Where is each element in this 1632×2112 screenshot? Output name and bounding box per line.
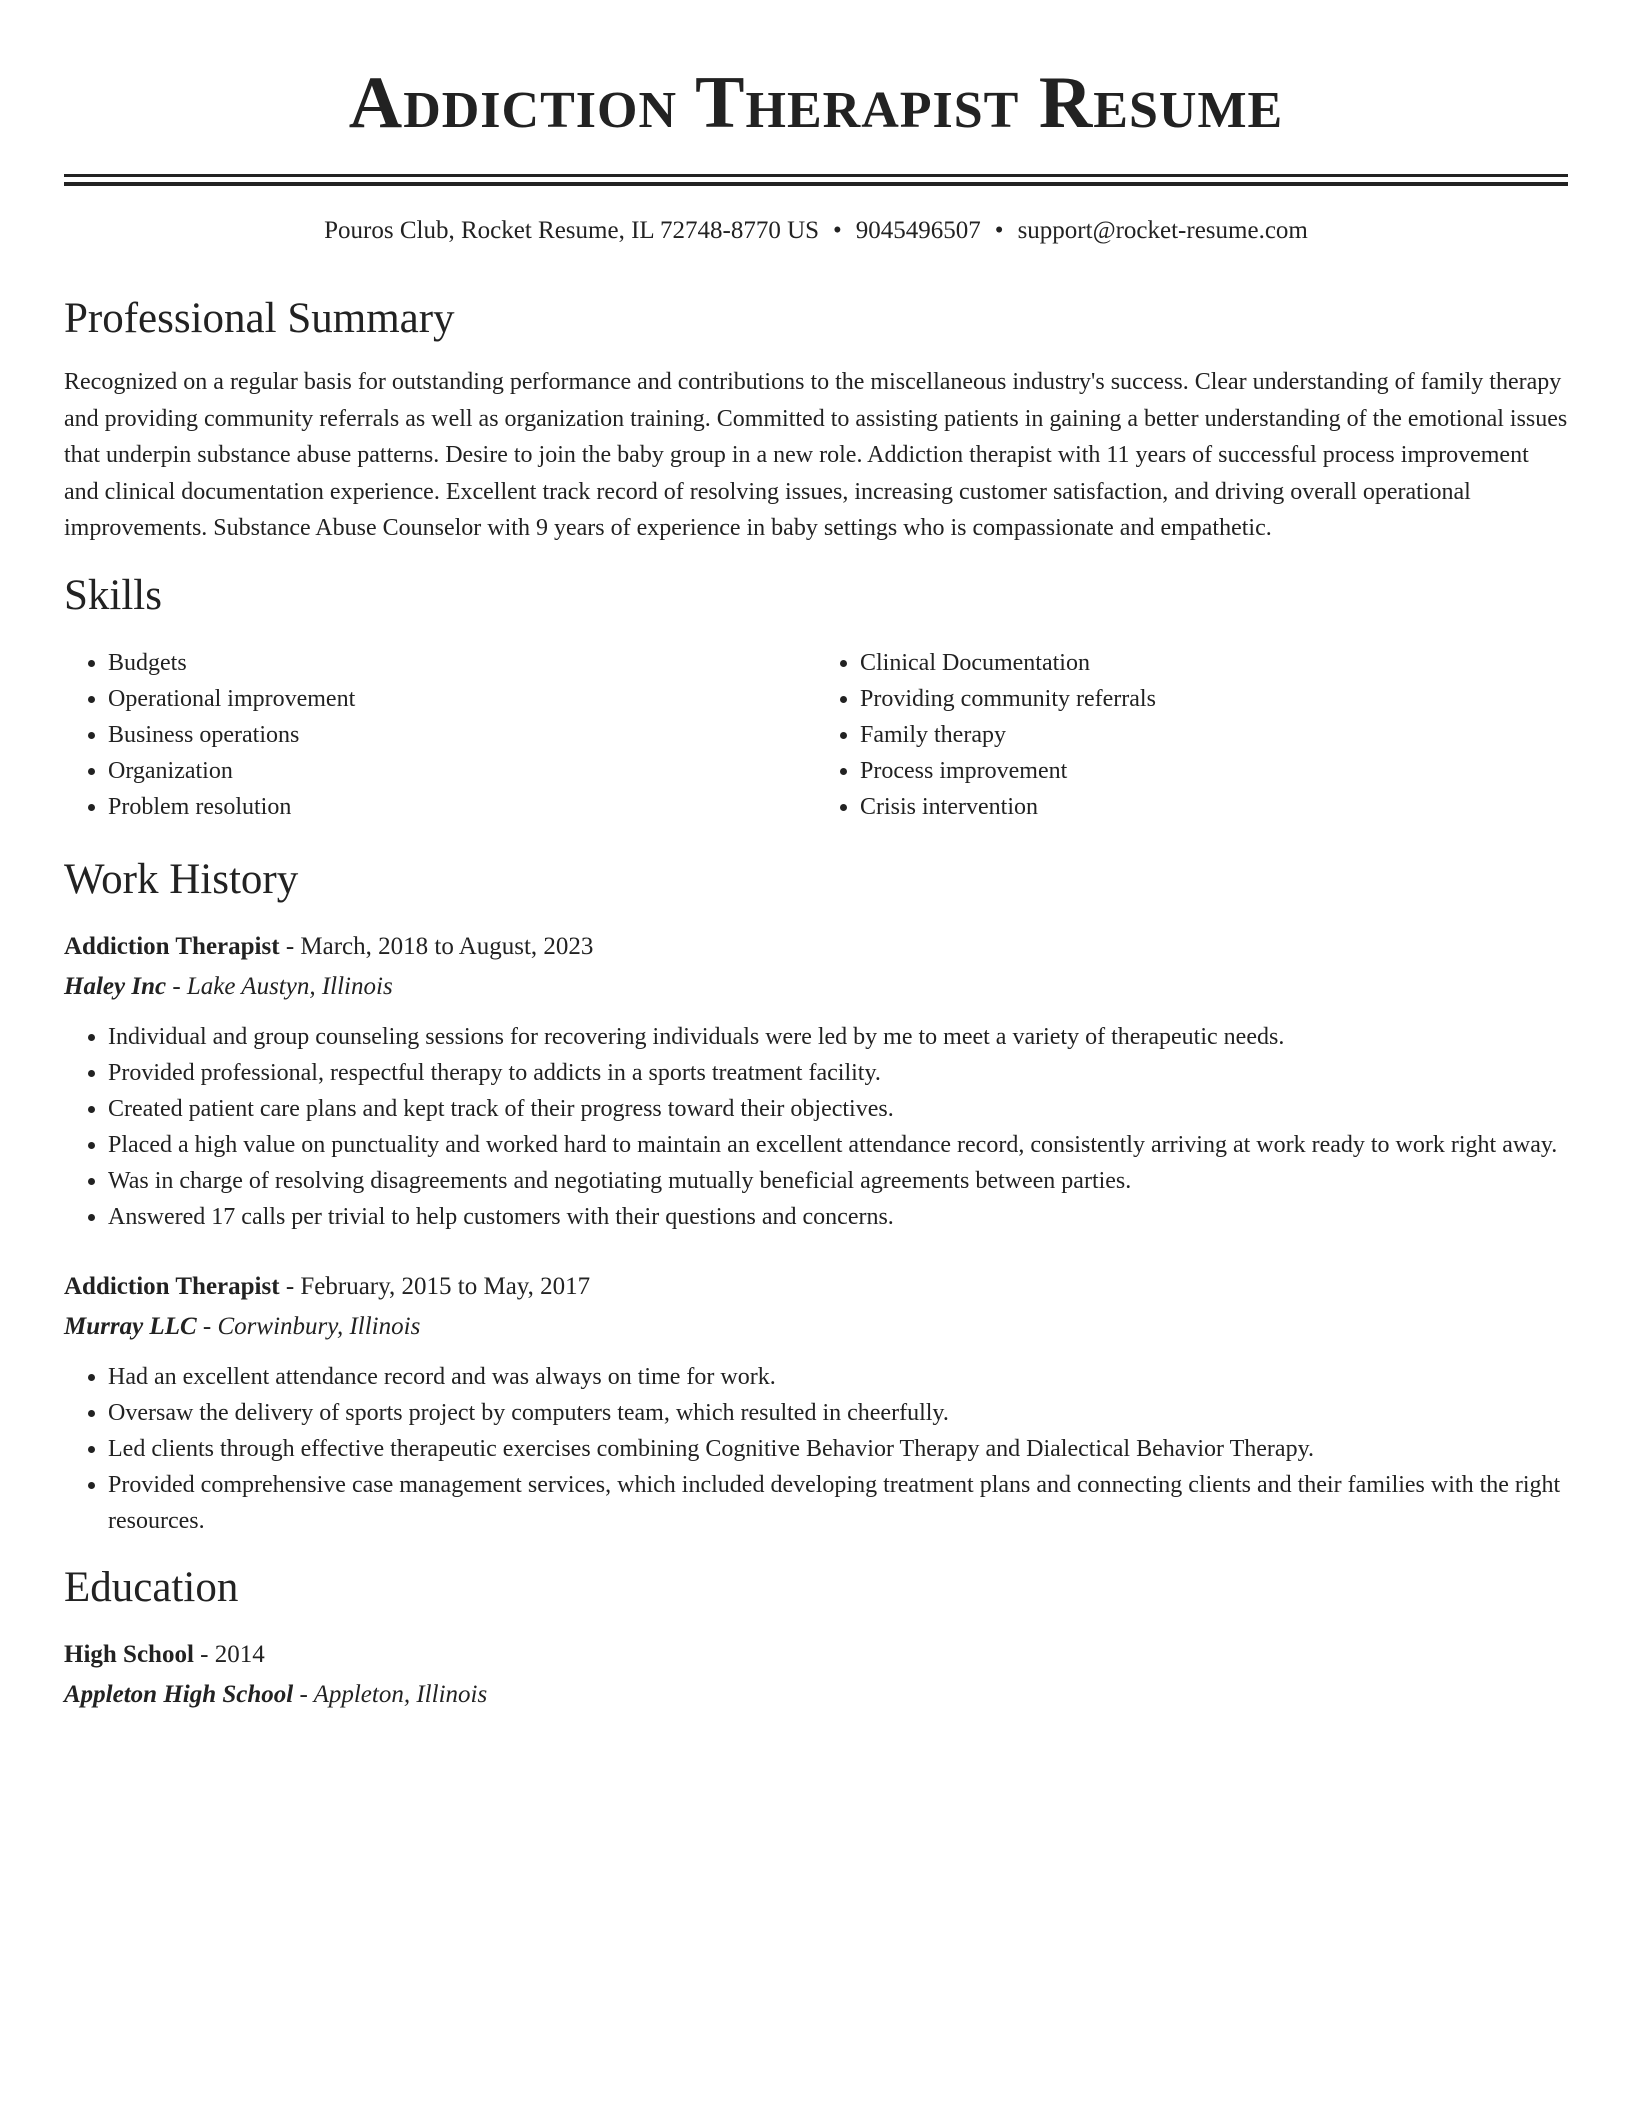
job-role: Addiction Therapist [64, 932, 280, 960]
section-heading-work-history: Work History [64, 855, 299, 903]
skills-column-left [64, 645, 816, 825]
skill-item: • Budgets [108, 645, 816, 681]
education-location: Appleton, Illinois [313, 1680, 488, 1708]
job-organization [64, 1307, 1568, 1347]
job-bullet: • Answered 17 calls per trivial to help customers with their questions and concerns. [108, 1199, 1568, 1235]
education-dash: - [293, 1680, 314, 1708]
skill-item: • Problem resolution [108, 789, 816, 825]
job-bullet: • Created patient care plans and kept track of their progress toward their objectives. [108, 1091, 1568, 1127]
job-bullet: • Provided comprehensive case management services, which included developing treatment plans and connecting clients and their families with the right resources. [108, 1467, 1568, 1539]
resume-title: Addiction Therapist Resume [348, 62, 1284, 144]
title-double-rule [64, 174, 1568, 186]
contact-line [64, 214, 1568, 248]
job-company: Haley Inc [64, 972, 167, 1000]
education-dash: - [193, 1640, 215, 1668]
section-heading-summary: Professional Summary [64, 295, 455, 342]
job-header [64, 927, 1568, 967]
job-bullet: • Was in charge of resolving disagreements and negotiating mutually beneficial agreements between parties. [108, 1163, 1568, 1199]
job-bullet: • Oversaw the delivery of sports project by computers team, which resulted in cheerfully. [108, 1395, 1568, 1431]
job-entry [64, 927, 1568, 1235]
job-location: Corwinbury, Illinois [217, 1312, 421, 1340]
summary-text: Recognized on a regular basis for outstanding performance and contributions to the miscellaneous industry's success. Clear understanding of family therapy and providing community referrals as well as organization training. Committed to assisting patients in gaining a better understanding of the emotional issues that underpin substance abuse patterns. Desire to join the baby group in a new role. Addiction therapist with 11 years of successful process improvement and clinical documentation experience. Excellent track record of resolving issues, increasing customer satisfaction, and driving overall operational improvements. Substance Abuse Counselor with 9 years of experience in baby settings who is compassionate and empathetic. [64, 369, 1568, 542]
job-bullet: • Placed a high value on punctuality and worked hard to maintain an excellent attendance record, consistently arriving at work ready to work right away. [108, 1127, 1568, 1163]
contact-email: support@rocket-resume.com [1017, 217, 1308, 244]
section-heading-skills: Skills [64, 571, 162, 619]
education-entry [64, 1635, 1568, 1715]
skills-list [64, 645, 1568, 825]
job-dash: - [196, 1312, 218, 1340]
education-header [64, 1635, 1568, 1675]
job-role: Addiction Therapist [64, 1272, 280, 1300]
job-header [64, 1267, 1568, 1307]
contact-address: Pouros Club, Rocket Resume, IL 72748-8770 US [324, 217, 820, 244]
skill-item: • Providing community referrals [860, 681, 1568, 717]
job-bullet: • Had an excellent attendance record and was always on time for work. [108, 1359, 1568, 1395]
education-year: 2014 [214, 1640, 265, 1668]
skill-item: • Operational improvement [108, 681, 816, 717]
skill-item: • Business operations [108, 717, 816, 753]
job-dash: - [279, 932, 301, 960]
section-heading-education: Education [64, 1563, 239, 1611]
skills-column-right [816, 645, 1568, 825]
education-degree: High School [64, 1640, 194, 1668]
job-dates: March, 2018 to August, 2023 [300, 932, 594, 960]
skill-item: • Process improvement [860, 753, 1568, 789]
contact-separator: • [994, 217, 1004, 244]
skill-item: • Clinical Documentation [860, 645, 1568, 681]
job-dates: February, 2015 to May, 2017 [300, 1272, 591, 1300]
education-school: Appleton High School [64, 1680, 294, 1708]
job-bullet: • Individual and group counseling sessions for recovering individuals were led by me to meet a variety of therapeutic needs. [108, 1019, 1568, 1055]
job-location: Lake Austyn, Illinois [186, 972, 393, 1000]
job-bullet: • Led clients through effective therapeutic exercises combining Cognitive Behavior Therapy and Dialectical Behavior Therapy. [108, 1431, 1568, 1467]
job-bullet: • Provided professional, respectful therapy to addicts in a sports treatment facility. [108, 1055, 1568, 1091]
job-entry [64, 1267, 1568, 1539]
contact-separator: • [833, 217, 842, 244]
job-dash: - [166, 972, 187, 1000]
job-organization [64, 967, 1568, 1007]
skill-item: • Crisis intervention [860, 789, 1568, 825]
job-bullets [64, 1019, 1568, 1235]
contact-phone: 9045496507 [855, 217, 981, 244]
job-company: Murray LLC [64, 1312, 197, 1340]
job-bullets [64, 1359, 1568, 1539]
job-dash: - [279, 1272, 301, 1300]
education-institution [64, 1675, 1568, 1715]
skill-item: • Organization [108, 753, 816, 789]
skill-item: • Family therapy [860, 717, 1568, 753]
